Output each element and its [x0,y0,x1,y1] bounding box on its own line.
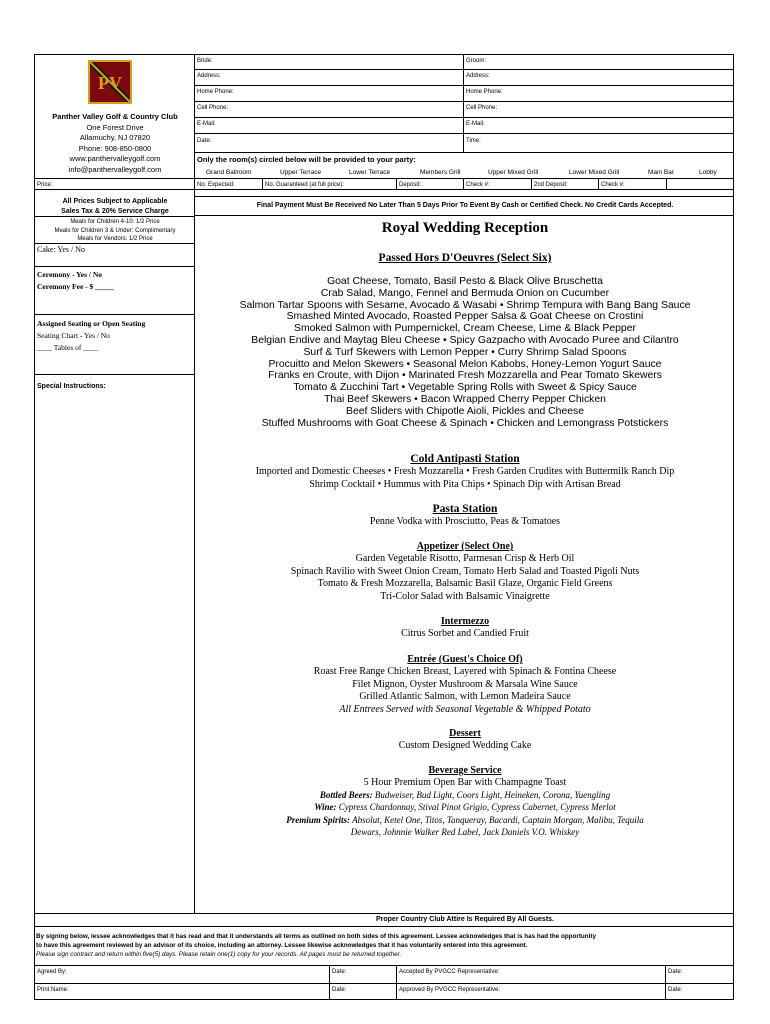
agreement-line: Please sign contract and return within five(5) days. Please retain one(1) copy for your records. All pages must be returned together. [36,951,402,958]
entree-note: All Entrees Served with Seasonal Vegetable & Whipped Potato [339,703,591,715]
price-field[interactable]: Price: [37,182,53,188]
meals-children-line: Meals for Children 3 & Under: Complimentary [54,227,176,234]
list-item: Stuffed Mushrooms with Goat Cheese & Spinach • Chicken and Lemongrass Potstickers [261,417,669,429]
spirits-line [196,815,734,825]
seating-block [37,318,145,354]
date-1-field[interactable]: Date: [332,969,347,975]
spirits-label: Premium Spirits: [286,815,350,825]
prices-note-line: All Prices Subject to Applicable [62,198,168,205]
attire-note: Proper Country Club Attire Is Required By All Guests. [375,916,554,923]
row-line [194,152,734,153]
row-line [194,117,734,118]
list-item: Smoked Salmon with Pumpernickel, Cream Cheese, Lime & Black Pepper [294,323,636,335]
meals-vendors-line: Meals for Vendors: 1/2 Price [77,236,153,242]
hors-heading: Passed Hors D'Oeuvres (Select Six) [378,252,552,264]
cake-option[interactable]: Cake: Yes / No [37,245,86,254]
cell-phone-right-field[interactable]: Cell Phone: [466,105,498,111]
list-item: Tri-Color Salad with Balsamic Vinaigrette [380,590,550,602]
time-field[interactable]: Time: [466,138,481,144]
row-line [34,965,734,966]
check1-field[interactable]: Check #: [466,182,490,188]
entree-list [196,666,734,716]
address-left-field[interactable]: Address: [197,73,221,79]
ceremony-fee-field[interactable]: Ceremony Fee - $ _____ [37,282,114,291]
club-email[interactable]: info@panthervalleygolf.com [68,164,162,174]
wine-label: Wine: [314,802,337,812]
date-2-field[interactable]: Date: [668,969,683,975]
club-phone: Phone: 908-850-0800 [78,143,152,153]
room-upper-terrace[interactable]: Upper Terrace [280,169,322,176]
list-item: Crab Salad, Mango, Fennel and Bermuda Onion on Cucumber [320,287,610,299]
list-item: Shrimp Cocktail • Hummus with Pita Chips • Spinach Dip with Artisan Bread [309,478,621,490]
agreement-text [36,932,732,959]
list-item: Franks en Croute, with Dijon • Marinated Fresh Mozzarella and Pear Tomato Skewers [268,370,662,382]
list-item: Grilled Atlantic Salmon, with Lemon Madeira Sauce [359,691,571,702]
approved-by-field[interactable]: Approved By PVGCC Representative: [399,987,501,993]
list-item: Spinach Ravilio with Sweet Onion Cream, Tomato Herb Salad and Toasted Pigoli Nuts [290,565,640,577]
date-4-field[interactable]: Date: [668,987,683,993]
row-line [194,101,734,102]
list-item: Imported and Domestic Cheeses • Fresh Mozzarella • Fresh Garden Crudites with Buttermilk Ranch Dip [255,466,675,477]
print-name-field[interactable]: Print Name: [37,987,69,993]
room-lower-terrace[interactable]: Lower Terrace [349,169,391,176]
club-web[interactable]: www.panthervalleygolf.com [69,154,161,163]
prices-note-line: Sales Tax & 20% Service Charge [61,207,169,215]
row-line [194,215,734,216]
cell-divider [666,178,667,189]
pasta-heading: Pasta Station [432,503,498,515]
row-line [34,926,734,927]
intermezzo-heading: Intermezzo [440,616,490,627]
row-line [194,133,734,134]
special-instructions[interactable]: Special Instructions: [37,383,106,390]
list-item: Filet Mignon, Oyster Mushroom & Marsala Wine Sauce [352,678,578,690]
club-logo [88,60,132,104]
ceremony-option[interactable]: Ceremony - Yes / No [37,270,102,279]
row-line [34,374,194,375]
ceremony-block [37,269,114,293]
list-item: Procuitto and Melon Skewers • Seasonal Melon Kabobs, Honey-Lemon Yogurt Sauce [268,358,662,370]
beers-list: Budweiser, Bud Light, Coors Light, Heineken, Corona, Yuengling [374,790,611,800]
deposit2-field[interactable]: 2nd Deposit: [534,182,568,188]
cell-phone-left-field[interactable]: Cell Phone: [197,105,229,111]
list-item: Belgian Endive and Maytag Bleu Cheese • Spicy Gazpacho with Avocado Puree and Cilantro [251,334,679,346]
list-item: Goat Cheese, Tomato, Basil Pesto & Black Olive Bruschetta [327,276,603,287]
room-members-grill[interactable]: Members Grill [420,169,461,176]
beers-label: Bottled Beers: [319,790,373,800]
deposit-field[interactable]: Deposit: [399,182,422,188]
room-grand-ballroom[interactable]: Grand Ballroom [206,169,252,176]
email-right-field[interactable]: E-Mail: [466,121,485,127]
row-line [34,314,194,315]
row-line [34,983,734,984]
date-field[interactable]: Date: [197,138,212,144]
antipasti-list [196,466,734,491]
menu-title: Royal Wedding Reception [381,220,549,236]
list-item: Tomato & Zucchini Tart • Vegetable Spring Rolls with Sweet & Spicy Sauce [293,382,637,394]
email-left-field[interactable]: E-Mail: [197,121,216,127]
beverage-heading: Beverage Service [428,765,502,776]
agreement-line: By signing below, lessee acknowledges that it has read and that it understands all terms as outlined on both sides of this agreement. Lessee acknowledges that is has had the opportunity [36,933,596,940]
entree-heading: Entrée (Guest's Choice Of) [407,654,523,665]
dessert-heading: Dessert [449,728,481,739]
list-item: Smashed Minted Avocado, Roasted Pepper Salsa & Goat Cheese on Crostini [286,311,644,323]
spirits-line-2: Dewars, Johnnie Walker Red Label, Jack Daniels V.O. Whiskey [350,827,580,837]
row-line [194,196,734,197]
row-line [34,266,194,267]
row-line [194,85,734,86]
address-right-field[interactable]: Address: [466,73,490,79]
club-street: One Forest Drive [86,122,144,132]
appetizer-heading: Appetizer (Select One) [416,541,514,552]
wine-list: Cypress Chardonnay, Stival Pinot Grigio, Cypress Cabernet, Cypress Merlot [338,802,616,812]
rooms-heading: Only the room(s) circled below will be provided to your party: [197,155,416,164]
final-payment-note: Final Payment Must Be Received No Later Than 5 Days Prior To Event By Cash or Certified Check. No Credit Cards Accepted. [256,202,674,209]
logo-text: PV [98,73,122,93]
beers-line [196,790,734,800]
list-item: Garden Vegetable Risotto, Parmesan Crisp & Herb Oil [355,553,575,564]
meals-children-line: Meals for Children 4-10: 1/2 Price [70,219,160,225]
tables-field[interactable]: ____ Tables of ____ [37,343,99,352]
room-lower-mixed-grill[interactable]: Lower Mixed Grill [569,169,620,176]
date-3-field[interactable]: Date: [332,987,347,993]
intermezzo-item: Citrus Sorbet and Candied Fruit [401,628,529,639]
agreed-by-field[interactable]: Agreed By: [37,969,67,975]
bride-field[interactable]: Bride: [197,58,213,64]
list-item: Roast Free Range Chicken Breast, Layered with Spinach & Fontina Cheese [313,666,617,677]
spirits-list: Absolut, Ketel One, Titos, Tanqueray, Bacardi, Captain Morgan, Malibu, Tequila [352,815,644,825]
hors-list [196,276,734,429]
appetizer-list [196,553,734,603]
seating-chart-option[interactable]: Seating Chart - Yes / No [37,331,110,340]
home-phone-left-field[interactable]: Home Phone: [197,89,234,95]
list-item: Tomato & Fresh Mozzarella, Balsamic Basil Glaze, Organic Field Greens [317,578,613,589]
beverage-item: 5 Hour Premium Open Bar with Champagne Toast [363,777,567,788]
row-line [34,178,734,179]
meals-note [35,218,195,244]
agreement-line: to have this agreement reviewed by an advisor of its choice, including an attorney. Lessee likewise acknowledges that it has voluntarily entered into this agreement. [36,942,528,949]
prices-note [35,197,195,216]
club-info [35,112,195,175]
club-city: Allamuchy, NJ 07820 [79,133,151,142]
seating-option[interactable]: Assigned Seating or Open Seating [37,319,146,328]
no-expected-field[interactable]: No. Expected: [197,182,235,188]
club-name: Panther Valley Golf & Country Club [52,112,178,121]
logo-mark-icon [90,62,130,102]
home-phone-right-field[interactable]: Home Phone: [466,89,503,95]
pasta-item: Penne Vodka with Prosciutto, Peas & Tomatoes [369,516,561,527]
row-line [34,216,194,217]
groom-field[interactable]: Groom: [466,58,487,64]
room-main-bar[interactable]: Main Bar [648,169,675,176]
room-lobby[interactable]: Lobby [699,169,717,176]
accepted-by-field[interactable]: Accepted By PVGCC Representative: [399,969,500,975]
list-item: Thai Beef Skewers • Bacon Wrapped Cherry Pepper Chicken [324,393,606,405]
check2-field[interactable]: Check #: [601,182,625,188]
antipasti-heading: Cold Antipasti Station [410,453,520,465]
dessert-item: Custom Designed Wedding Cake [398,740,532,751]
row-line [34,189,734,190]
row-line [194,69,734,70]
row-line [34,913,734,914]
list-item: Beef Sliders with Chipotle Aioli, Pickles and Cheese [346,405,584,417]
room-upper-mixed-grill[interactable]: Upper Mixed Grill [488,169,539,176]
no-guaranteed-field[interactable]: No. Guaranteed (at full price): [265,182,345,188]
list-item: Salmon Tartar Spoons with Sesame, Avocado & Wasabi • Shrimp Tempura with Bang Bang Sauce [239,299,691,311]
row-line [34,243,194,244]
list-item: Surf & Turf Skewers with Lemon Pepper • Curry Shrimp Salad Spoons [303,346,627,358]
wine-line [196,802,734,812]
